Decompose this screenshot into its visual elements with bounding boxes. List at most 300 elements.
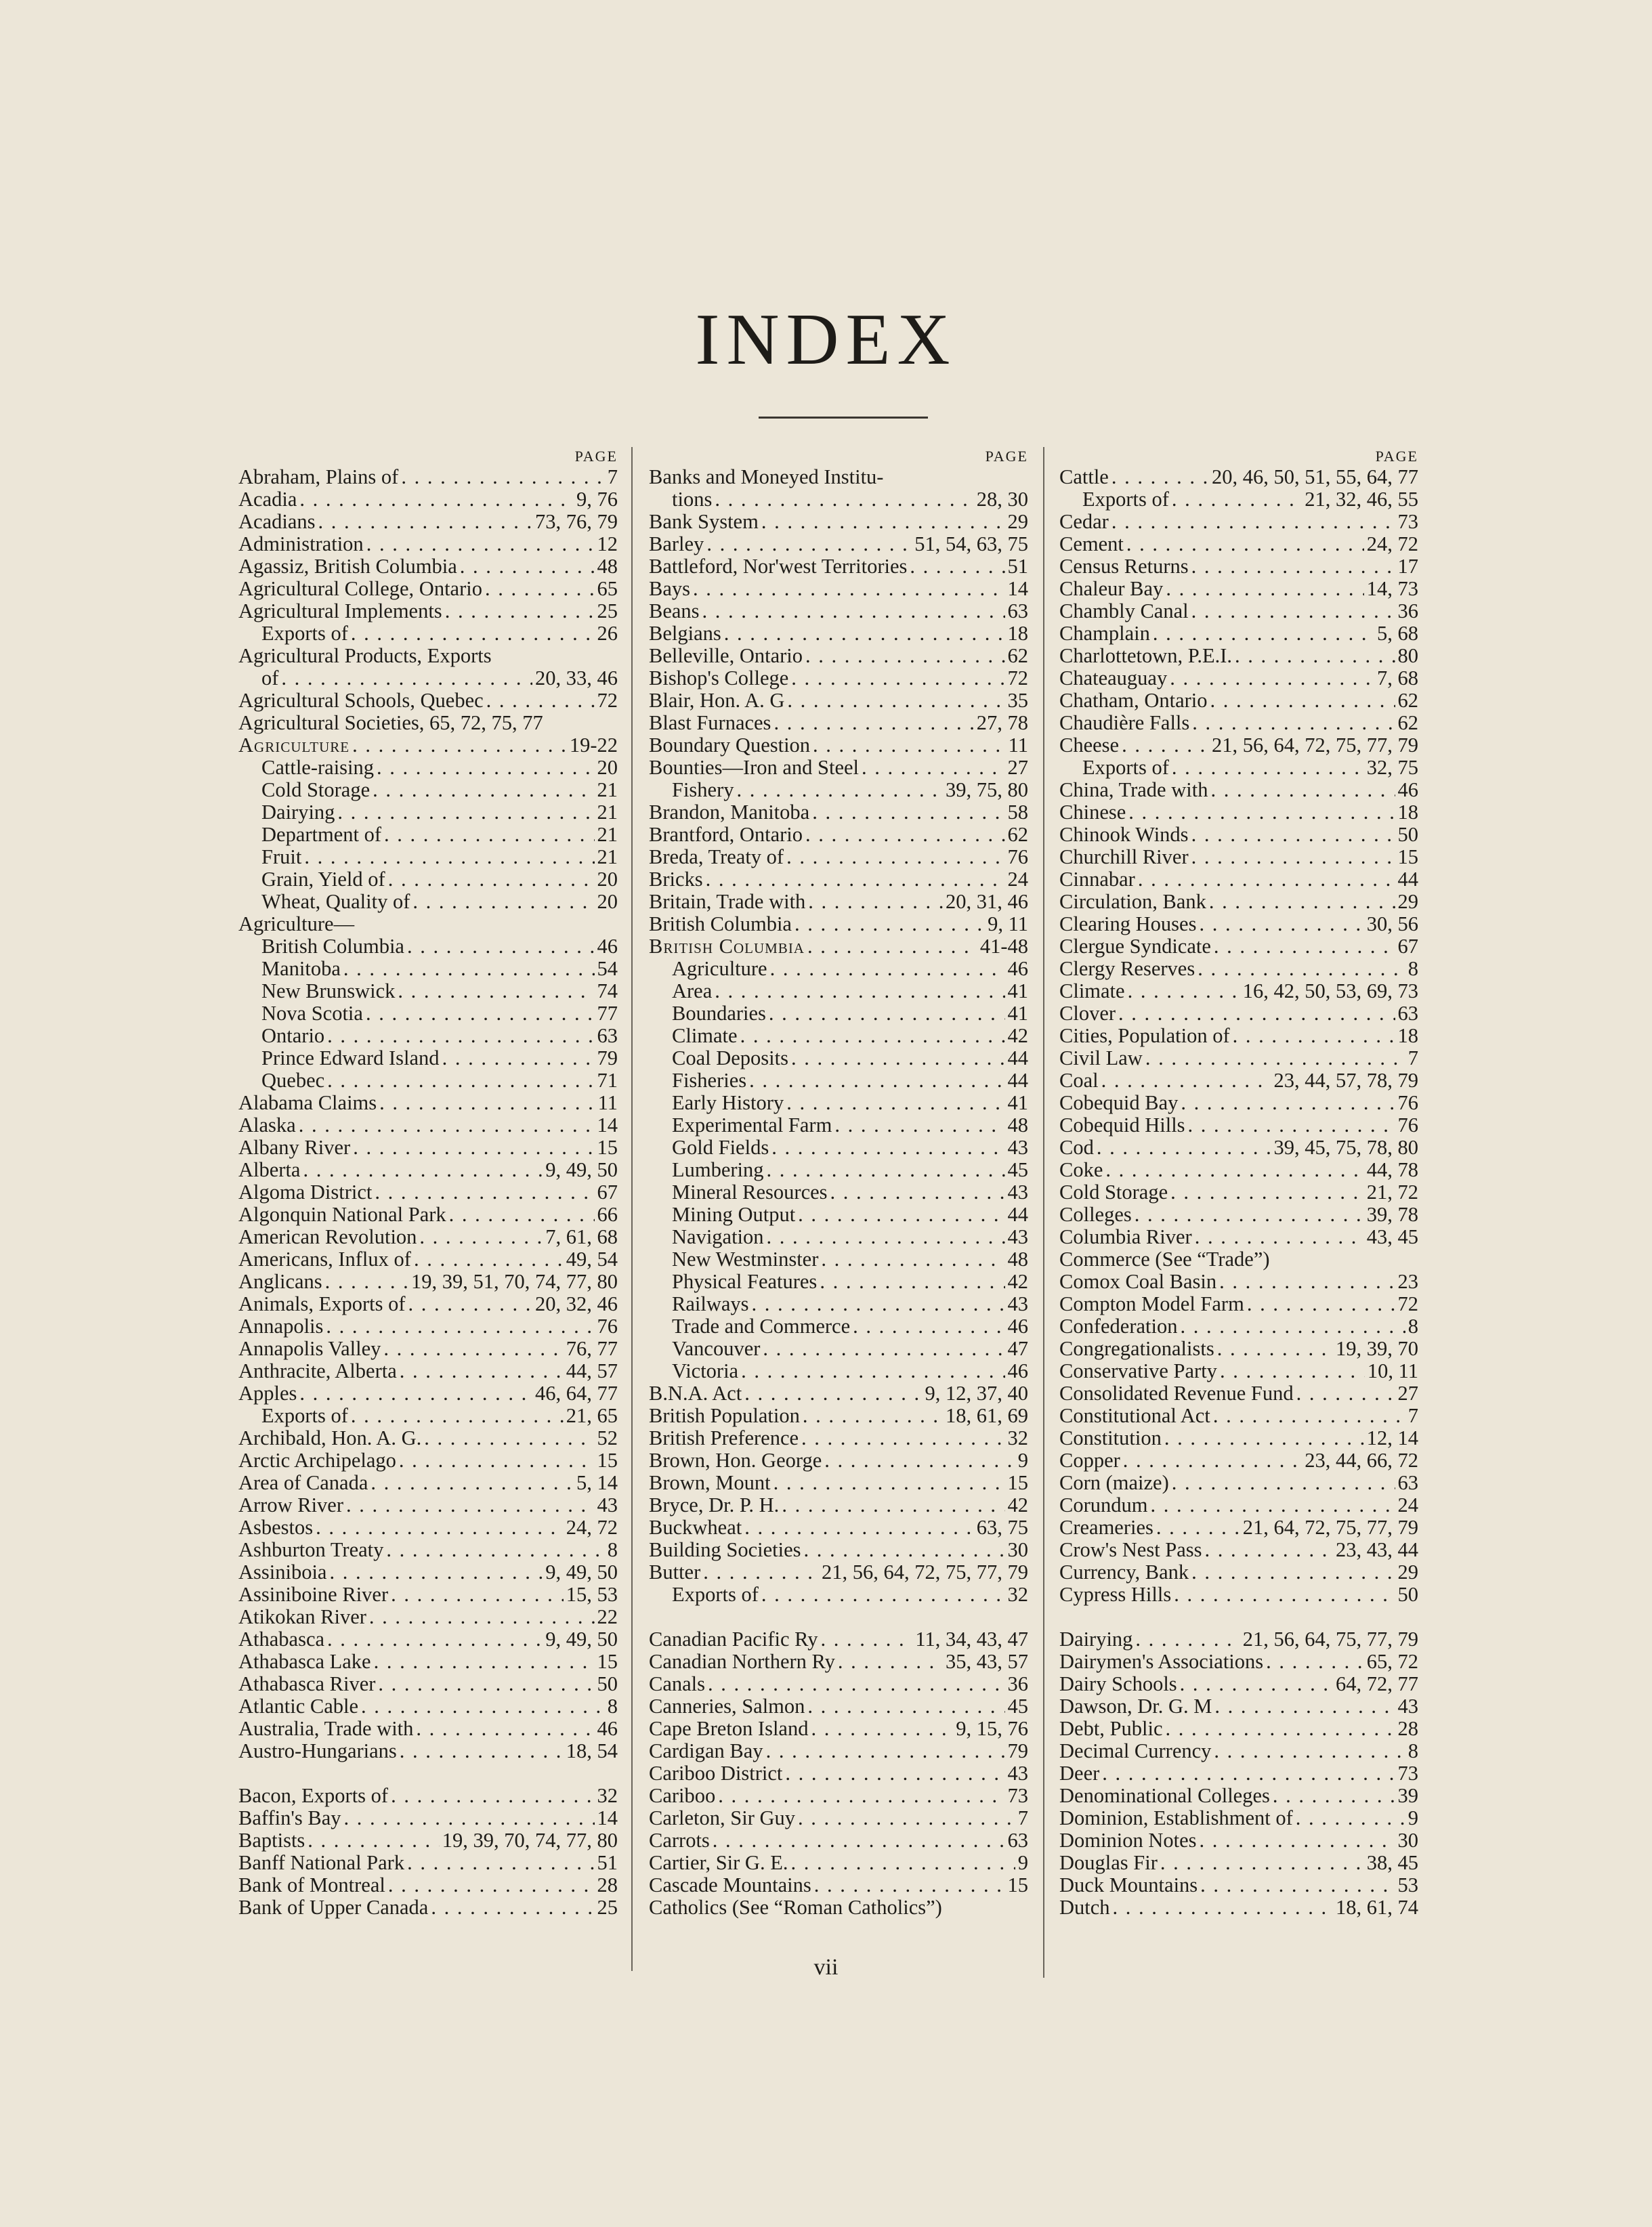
dot-leader [824,1449,1015,1472]
index-entry [238,690,618,712]
index-term: Bounties—Iron and Steel [649,756,860,779]
index-term: Decimal Currency [1059,1739,1212,1762]
page-reference: 12, 14 [1366,1426,1418,1449]
index-term: Nova Scotia [261,1002,363,1025]
page-reference: 44 [1007,1046,1028,1069]
dot-leader [808,891,943,913]
dot-leader [1188,1114,1395,1137]
page-reference: 38, 45 [1366,1851,1418,1874]
dot-leader [766,1740,1005,1762]
index-entry [649,1539,1028,1561]
index-term: Cheese [1059,734,1120,757]
index-entry [238,980,618,1002]
index-term: Cold Storage [261,778,370,801]
page-reference: 11, 34, 43, 47 [915,1628,1028,1651]
index-entry [649,1025,1028,1047]
dot-leader [767,1159,1005,1181]
index-term: Bacon, Exports of [238,1784,389,1807]
page-reference: 44 [1007,1069,1028,1092]
dot-leader [1102,1762,1395,1785]
dot-leader [805,645,1005,667]
page-reference: 79 [1007,1739,1028,1762]
dot-leader [718,1785,1004,1807]
page-reference: 65, 72 [1366,1650,1418,1673]
index-term: Cartier, Sir G. E. [649,1851,788,1874]
index-entry [1059,1382,1418,1405]
index-term: Early History [672,1091,784,1114]
index-term: Arctic Archipelago [238,1449,396,1472]
index-term: Columbia River [1059,1225,1192,1248]
page-reference: 26 [597,622,618,645]
index-entry [649,935,1028,958]
index-term: Alabama Claims [238,1091,377,1114]
index-entry [238,913,618,935]
page-reference: 39, 78 [1366,1203,1418,1226]
dot-leader [281,667,532,690]
index-term: of [261,666,279,690]
page-reference: 19-22 [569,734,618,757]
index-term: Cattle [1059,465,1109,488]
dot-leader [1266,1651,1364,1673]
index-entry [238,1092,618,1114]
index-term: Trade and Commerce [672,1315,851,1338]
index-entry [649,533,1028,555]
index-term: Carleton, Sir Guy [649,1806,796,1829]
index-term: Annapolis [238,1315,324,1338]
index-entry [1059,1271,1418,1293]
dot-leader [812,801,1004,824]
dot-leader [744,1382,922,1405]
index-term: Britain, Trade with [649,890,806,913]
page-reference: 67 [597,1181,618,1204]
index-term: Athabasca [238,1628,325,1651]
page-reference: 21 [597,823,618,846]
index-entry [1059,935,1418,958]
index-term: Grain, Yield of [261,868,385,891]
index-term: Canals [649,1672,706,1695]
index-entry [238,1293,618,1315]
index-term: Colleges [1059,1203,1132,1226]
page-reference: 66 [597,1203,618,1226]
index-term: Agassiz, British Columbia [238,555,457,578]
page-reference: 9, 15, 76 [956,1717,1028,1740]
page-reference: 29 [1007,510,1028,533]
index-entry [649,757,1028,779]
index-entry [649,622,1028,645]
page-reference: 5, 14 [576,1471,618,1494]
index-term: Agricultural Implements [238,599,442,622]
index-entry [649,1159,1028,1181]
index-term: Barley [649,532,704,555]
index-term: Agricultural Schools, Quebec [238,689,484,712]
page-reference: 24, 72 [566,1516,618,1539]
index-entry [238,578,618,600]
dot-leader [1172,488,1302,511]
page-reference: 62 [1007,823,1028,846]
index-term: Algoma District [238,1181,373,1204]
dot-leader [1200,1874,1395,1896]
dot-leader [327,1069,594,1092]
dot-leader [399,1449,595,1472]
index-entry [1059,1472,1418,1494]
page-reference: 46 [1007,957,1028,980]
dot-leader [383,1338,563,1360]
page-reference: 43 [1007,1225,1028,1248]
index-term: Atlantic Cable [238,1695,359,1718]
index-entry [649,846,1028,868]
dot-leader [791,667,1004,690]
index-entry [1059,578,1418,600]
index-term: Arrow River [238,1493,344,1517]
dot-leader [386,1539,604,1561]
page-reference: 18 [1397,801,1418,824]
index-term: Census Returns [1059,555,1189,578]
index-entry [1059,1427,1418,1449]
dot-leader [782,1494,1004,1517]
index-entry [238,757,618,779]
index-term: New Brunswick [261,979,396,1002]
page-reference: 44, 57 [566,1359,618,1382]
dot-leader [366,1002,595,1025]
index-entry [238,1718,618,1740]
page-reference: 18, 61, 74 [1336,1896,1418,1919]
page-reference: 15 [1007,1471,1028,1494]
dot-leader [485,578,595,600]
page-reference: 32 [1007,1583,1028,1606]
index-term: Cold Storage [1059,1181,1168,1204]
dot-leader [1213,1405,1405,1427]
index-entry [649,1226,1028,1248]
dot-leader [785,1762,1004,1785]
index-entry [649,1360,1028,1382]
page-reference: 50 [1397,1583,1418,1606]
page-reference: 46, 64, 77 [535,1382,618,1405]
index-term: Australia, Trade with [238,1717,414,1740]
dot-leader [325,1271,408,1293]
index-entry [238,868,618,891]
index-entry [238,1807,618,1829]
index-term: Archibald, Hon. A. G. [238,1426,422,1449]
dot-leader [326,1315,594,1338]
dot-leader [1135,1628,1240,1651]
page-reference: 20, 33, 46 [535,666,618,690]
index-entry [649,980,1028,1002]
index-term: Alberta [238,1158,301,1181]
dot-leader [1191,846,1395,868]
dot-leader [1172,757,1364,779]
dot-leader [346,1494,594,1517]
dot-leader [790,1852,1015,1874]
page-reference: 8 [1407,957,1418,980]
page-reference: 39, 45, 75, 78, 80 [1273,1136,1418,1159]
page-reference: 71 [597,1069,618,1092]
index-term: Cariboo [649,1784,716,1807]
index-term: Exports of [261,1404,348,1427]
index-entry [649,667,1028,690]
index-column-3 [1059,447,1418,1919]
page-reference: 8 [1407,1739,1418,1762]
index-entry [1059,1092,1418,1114]
dot-leader [416,1718,594,1740]
section-gap [649,1606,1028,1628]
index-term: Assiniboia [238,1561,327,1584]
index-term: Agricultural College, Ontario [238,577,482,600]
page-reference: 20 [597,868,618,891]
page-reference: 67 [1397,935,1418,958]
dot-leader [449,1204,595,1226]
index-term: Americans, Influx of [238,1248,411,1271]
index-entry [649,511,1028,533]
index-term: Copper [1059,1449,1120,1472]
index-entry [1059,1896,1418,1919]
dot-leader [412,891,594,913]
dot-leader [398,980,594,1002]
index-entry [1059,1002,1418,1025]
page-reference: 72 [1007,666,1028,690]
index-entry [238,622,618,645]
dot-leader [741,1360,1004,1382]
index-entry [649,578,1028,600]
index-term: Dairy Schools [1059,1672,1177,1695]
dot-leader [1199,1829,1395,1852]
dot-leader [327,1628,543,1651]
dot-leader [706,868,1005,891]
dot-leader [862,757,1004,779]
page-reference: 44, 78 [1366,1158,1418,1181]
index-term: Animals, Exports of [238,1292,406,1315]
index-entry [1059,1338,1418,1360]
index-entry [649,1472,1028,1494]
dot-leader [1296,1807,1405,1829]
index-entry [238,1852,618,1874]
index-term: Denominational Colleges [1059,1784,1270,1807]
index-entry [238,1472,618,1494]
page-reference: 51 [597,1851,618,1874]
index-term: Brown, Mount [649,1471,771,1494]
dot-leader [798,1807,1015,1829]
index-entry [238,1114,618,1137]
index-term: Congregationalists [1059,1337,1214,1360]
page-reference: 5, 68 [1377,622,1418,645]
index-entry [1059,1628,1418,1651]
index-entry [1059,466,1418,488]
dot-leader [299,1382,532,1405]
index-entry [649,1718,1028,1740]
index-entry [649,555,1028,578]
dot-leader [715,488,973,511]
dot-leader [1214,935,1395,958]
page-reference: 21, 56, 64, 72, 75, 77, 79 [822,1561,1028,1584]
dot-leader [820,1271,1004,1293]
page-reference: 24 [1007,868,1028,891]
dot-leader [744,1517,974,1539]
page-reference: 76 [1397,1114,1418,1137]
index-entry [1059,779,1418,801]
dot-leader [834,1114,1004,1137]
page-reference: 35 [1007,689,1028,712]
page-reference: 9, 12, 37, 40 [925,1382,1028,1405]
index-entry [1059,824,1418,846]
index-entry [1059,533,1418,555]
index-term: Cariboo District [649,1762,783,1785]
page-reference: 62 [1397,689,1418,712]
page-reference: 52 [597,1426,618,1449]
dot-leader [769,1002,1005,1025]
index-term: Exports of [672,1583,759,1606]
page-reference: 20, 31, 46 [946,890,1028,913]
dot-leader [303,1159,543,1181]
page-reference: 15 [597,1136,618,1159]
index-entry [238,1740,618,1762]
dot-leader [1166,1718,1395,1740]
page-reference: 23 [1397,1270,1418,1293]
index-entry [238,1829,618,1852]
index-term: Charlottetown, P.E.I. [1059,644,1232,667]
index-entry [238,1628,618,1651]
page-reference: 62 [1007,644,1028,667]
index-term: Belleville, Ontario [649,644,803,667]
page-reference: 23, 43, 44 [1336,1538,1418,1561]
index-entry [649,801,1028,824]
index-entry [238,1248,618,1271]
index-entry [238,824,618,846]
page-reference: 7 [1407,1404,1418,1427]
index-entry [238,1651,618,1673]
dot-leader [445,600,595,622]
dot-leader [1160,1852,1364,1874]
page-reference: 9, 49, 50 [545,1158,618,1181]
index-entry [1059,1829,1418,1852]
index-entry [649,1517,1028,1539]
page-reference: 8 [607,1695,618,1718]
index-entry [1059,1449,1418,1472]
index-term: Administration [238,532,364,555]
page-reference: 65 [597,577,618,600]
dot-leader [807,1695,1004,1718]
index-entry [1059,1517,1418,1539]
page-reference: 73 [1007,1784,1028,1807]
index-entry [1059,1069,1418,1092]
index-term: Comox Coal Basin [1059,1270,1217,1293]
page-reference: 10, 11 [1367,1359,1418,1382]
index-term: Cattle-raising [261,756,375,779]
index-term: Bishop's College [649,666,789,690]
index-entry [238,645,618,667]
index-entry [1059,846,1418,868]
index-entry [1059,980,1418,1002]
index-term: Chinook Winds [1059,823,1189,846]
page-reference: 9, 49, 50 [545,1628,618,1651]
index-term: Austro-Hungarians [238,1739,397,1762]
page-reference: 28 [1397,1717,1418,1740]
index-term: Deer [1059,1762,1100,1785]
index-term: Apples [238,1382,297,1405]
index-entry [238,1584,618,1606]
dot-leader [304,846,594,868]
dot-leader [715,980,1004,1002]
index-entry [649,1069,1028,1092]
index-term: Dairying [1059,1628,1133,1651]
dot-leader [401,466,604,488]
page-reference: 45 [1007,1158,1028,1181]
index-term: Brandon, Manitoba [649,801,810,824]
page-reference: 72 [597,689,618,712]
page-reference: 58 [1007,801,1028,824]
page-reference: 11 [597,1091,618,1114]
dot-leader [737,779,944,801]
index-term: Beans [649,599,700,622]
dot-leader [1296,1382,1395,1405]
dot-leader [408,1293,532,1315]
index-column-2 [649,447,1028,1919]
page-reference: 8 [607,1538,618,1561]
dot-leader [1128,980,1240,1002]
index-entry [238,935,618,958]
page-reference: 9, 11 [988,912,1028,935]
index-entry [238,846,618,868]
page-reference: 63 [1397,1002,1418,1025]
dot-leader [1122,734,1209,757]
page-reference: 15, 53 [566,1583,618,1606]
page-reference: 41 [1007,1091,1028,1114]
index-term: Circulation, Bank [1059,890,1206,913]
index-entry [238,1204,618,1226]
page-reference: 46 [597,935,618,958]
index-entry [238,1137,618,1159]
index-term: Prince Edward Island [261,1046,440,1069]
index-term: tions [672,488,713,511]
dot-leader [791,1047,1005,1069]
index-entry [1059,757,1418,779]
index-term: Buckwheat [649,1516,742,1539]
page-reference: 35, 43, 57 [946,1650,1028,1673]
index-entry [1059,1047,1418,1069]
page-reference: 20 [597,890,618,913]
dot-leader [391,1584,564,1606]
dot-leader [1217,1338,1333,1360]
index-entry [1059,622,1418,645]
index-entry [238,488,618,511]
index-entry [1059,1740,1418,1762]
index-entry [1059,1181,1418,1204]
dot-leader [366,533,595,555]
index-term: Cement [1059,532,1124,555]
dot-leader [814,1874,1005,1896]
index-term: Agricultural Societies, 65, 72, 75, 77 [238,711,543,734]
index-term: Annapolis Valley [238,1337,381,1360]
index-term: Railways [672,1292,749,1315]
dot-leader [388,868,595,891]
index-entry [649,1829,1028,1852]
dot-leader [327,1025,594,1047]
page-reference: 7 [1407,1046,1418,1069]
page-reference: 76 [1007,845,1028,868]
dot-leader [329,1561,543,1584]
index-term: Alaska [238,1114,296,1137]
index-entry [1059,1561,1418,1584]
index-term: Butter [649,1561,701,1584]
index-term: Cobequid Bay [1059,1091,1179,1114]
page-reference: 21, 56, 64, 72, 75, 77, 79 [1212,734,1418,757]
index-entry [238,1360,618,1382]
index-entry [1059,1807,1418,1829]
index-term: B.N.A. Act [649,1382,742,1405]
index-entry [238,1315,618,1338]
dot-leader [693,578,1005,600]
page-reference: 43 [1007,1762,1028,1785]
page-reference: 46 [1007,1315,1028,1338]
dot-leader [379,1092,595,1114]
